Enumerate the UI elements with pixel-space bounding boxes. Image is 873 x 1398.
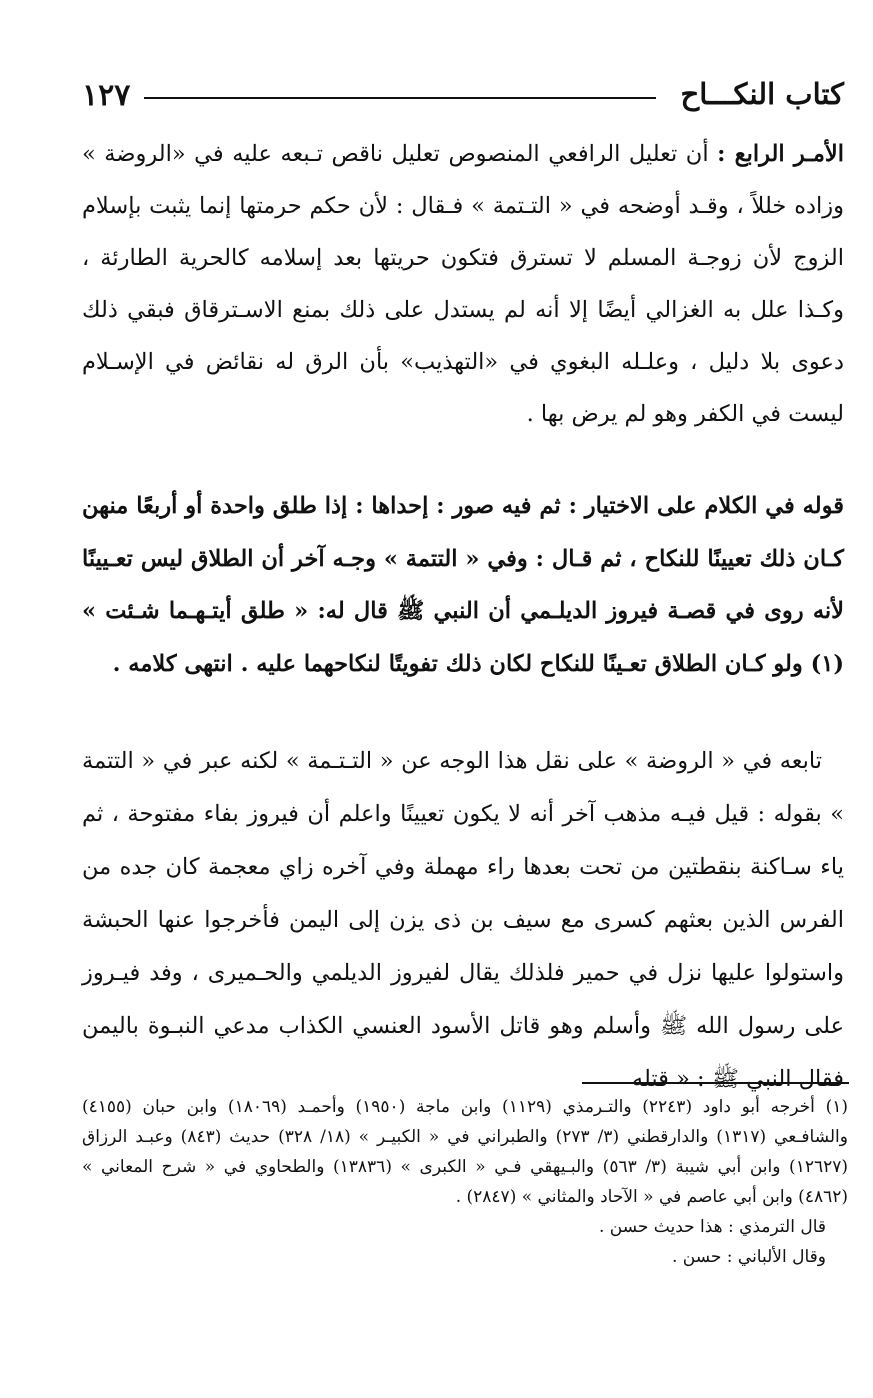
running-title: كتاب النكـــاح [680,77,844,111]
paragraph-3-text: تابعه في « الروضة » على نقل هذا الوجه عن « التـتـمة » لكنه عبر في « التتمة » بقوله : قيل فيـه مذهب آخر أنه لا يكون تعيينًا واعلم أن فيروز بفاء مفتوحة ، ثم ياء سـاكنة بنقطتين من تحت بعدها راء مهملة وفي آخره زاي معجمة كان جده من الفرس الذين بعثهم كسرى مع سيف بن ذى يزن إلى اليمن فأخرجوا عنها الحبشة واستولوا عليها نزل في حمير فلذلك يقال لفيروز الديلمي والحـميرى ، وفد فيـروز على رسول الله ﷺ وأسلم وهو قاتل الأسود العنسي الكذاب مدعي النبـوة باليمن فقال النبي ﷺ : « قتله [82,748,844,1092]
footnote-tirmidhi-note: قال الترمذي : هذا حديث حسن . [598,1217,826,1237]
footnote-separator [582,1082,849,1084]
paragraph-1-lead: الأمـر الرابع : [717,141,845,167]
footnote-1: (١) أخرجه أبو داود (٢٢٤٣) والتـرمذي (١١٢٩) وابن ماجة (١٩٥٠) وأحمـد (١٨٠٦٩) وابن حبان (٤١٥٥) والشافـعي (١٣١٧) والدارقطني (٣/ ٢٧٣) والطبراني في « الكبيـر » (١٨/ ٣٢٨) حديث (٨٤٣) وعبـد الرزاق (١٢٦٢٧) وابن أبي شيبة (٣/ ٥٦٣) والبـيهقي فـي « الكبرى » (١٣٨٣٦) والطحاوي في « شرح المعاني » (٤٨٦٢) وابن أبي عاصم في « الآحاد والمثاني » (٢٨٤٧) . [82,1097,848,1207]
paragraph-1 [82,128,844,440]
page-header [82,72,844,122]
paragraph-3 [82,735,844,1106]
footnote-albani-note: وقال الألباني : حسن . [671,1247,826,1267]
footnotes [82,1092,848,1272]
page-number: ١٢٧ [82,78,131,113]
paragraph-2-quote [82,480,844,690]
paragraph-1-text: أن تعليل الرافعي المنصوص تعليل ناقص تـبعه عليه في «الروضة » وزاده خللاً ، وقـد أوضحه في « التـتمة » فـقال : لأن حكم حرمتها إنما يثبت بإسلام الزوج لأن زوجـة المسلم لا تسترق فتكون حريتها بعد إسلامه كالحرية الطارئة ، وكـذا علل به الغزالي أيضًا إلا أنه لم يستدل على ذلك بمنع الاسـترقاق فبقي ذلك دعوى بلا دليل ، وعلـله البغوي في «التهذيب» بأن الرق له نقائض في الإسـلام ليست في الكفر وهو لم يرض بها . [82,141,844,427]
paragraph-2-text: قوله في الكلام على الاختيار : ثم فيه صور : إحداها : إذا طلق واحدة أو أربعًا منهن كـان ذلك تعيينًا للنكاح ، ثم قـال : وفي « التتمة » وجـه آخر أن الطلاق ليس تعـيينًا لأنه روى في قصـة فيروز الديلـمي أن النبي ﷺ قال له: « طلق أيتـهـما شـئت » (١) ولو كـان الطلاق تعـينًا للنكاح لكان ذلك تفويتًا لنكاحهما عليه . انتهى كلامه . [82,493,844,677]
header-rule [144,97,656,99]
